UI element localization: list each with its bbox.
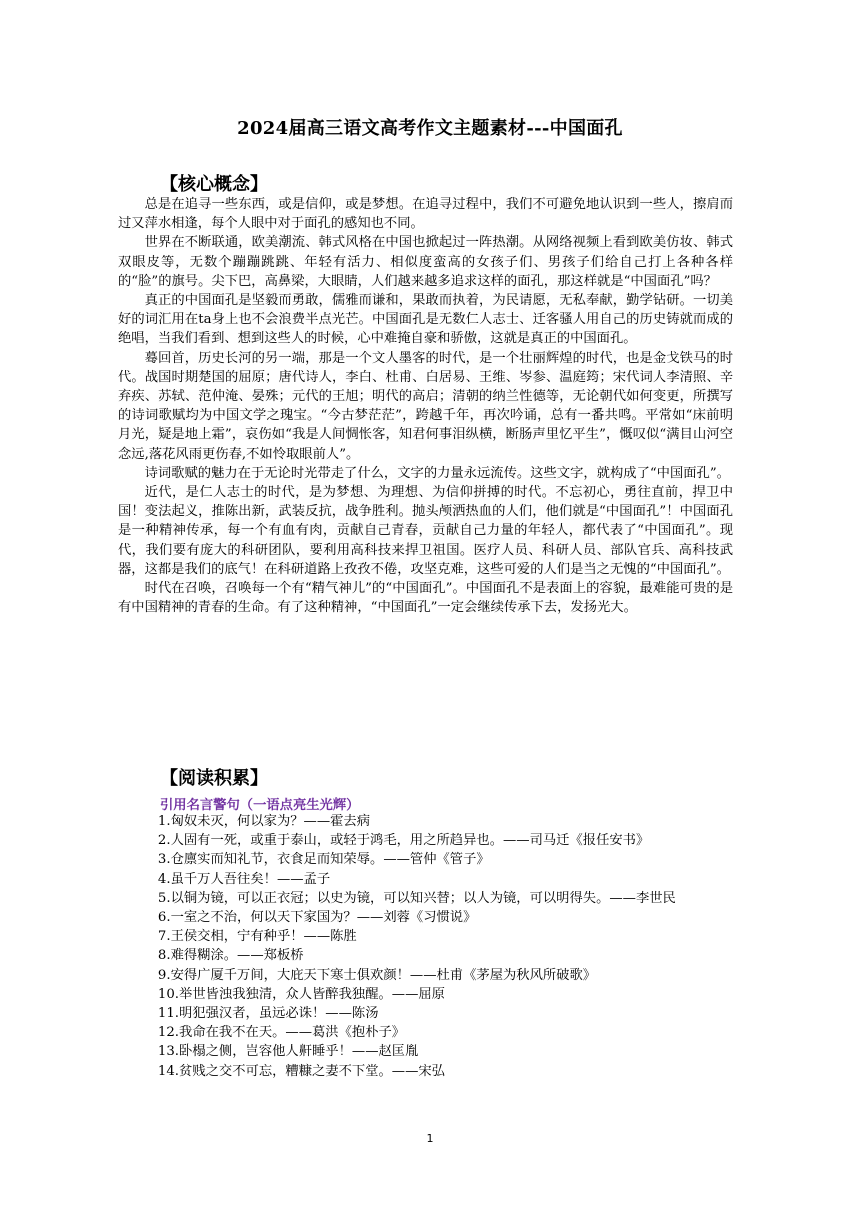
- paragraph: 蓦回首，历史长河的另一端，那是一个文人墨客的时代，是一个壮丽辉煌的时代，也是金戈铁马的时代。战国时期楚国的屈原；唐代诗人，李白、杜甫、白居易、王维、岑参、温庭筠；宋代词人李清照、辛弃疾、苏轼、范仲淹、晏殊；元代的王旭；明代的高启；清朝的纳兰性德等，无论朝代如何变更，所撰写的诗词歌赋均为中国文学之瑰宝。“今古梦茫茫”，跨越千年，再次吟诵，总有一番共鸣。平常如“床前明月光，疑是地上霜”，哀伤如“我是人间惆怅客，知君何事泪纵横，断肠声里忆平生”，慨叹似“满目山河空念远,落花风雨更伤春,不如怜取眼前人”。: [118, 350, 733, 462]
- quote-item: 10.举世皆浊我独清，众人皆醉我独醒。——屈原: [157, 986, 445, 1002]
- quotes-list: [118, 812, 733, 1081]
- paragraph: 诗词歌赋的魅力在于无论时光带走了什么，文字的力量永远流传。这些文字，就构成了“中国面孔”。: [144, 465, 730, 481]
- paragraph: 时代在召唤，召唤每一个有“精气神儿”的“中国面孔”。中国面孔不是表面上的容貌，最难能可贵的是有中国精神的青春的生命。有了这种精神，“中国面孔”一定会继续传承下去，发扬光大。: [118, 581, 733, 616]
- quote-item: 11.明犯强汉者，虽远必诛！——陈汤: [157, 1006, 379, 1022]
- quotes-subheading: 引用名言警句（一语点亮生光辉）: [160, 798, 360, 813]
- quote-item: 1.匈奴未灭，何以家为？——霍去病: [157, 814, 371, 829]
- paragraph: 近代，是仁人志士的时代，是为梦想、为理想、为信仰拼搏的时代。不忘初心，勇往直前，捍卫中国！变法起义，推陈出新，武装反抗，战争胜利。抛头颅洒热血的人们，他们就是“中国面孔”！中国面孔是一种精神传承，每一个有血有肉，贡献自己青春，贡献自己力量的年轻人，都代表了“中国面孔”。现代，我们要有庞大的科研团队，要利用高科技来捍卫祖国。医疗人员、科研人员、部队官兵、高科技武器，这都是我们的底气！在科研道路上孜孜不倦，攻坚克难，这些可爱的人们是当之无愧的“中国面孔”。: [118, 485, 733, 577]
- quote-item: 8.难得糊涂。——郑板桥: [157, 948, 304, 964]
- quote-item: 3.仓廪实而知礼节，衣食足而知荣辱。——管仲《管子》: [157, 852, 490, 868]
- paragraph: 世界在不断联通，欧美潮流、韩式风格在中国也掀起过一阵热潮。从网络视频上看到欧美仿妆、韩式双眼皮等，无数个蹦蹦跳跳、年轻有活力、相似度蛮高的女孩子们、男孩子们给自己打上各种各样的“脸”的旗号。尖下巴，高鼻梁，大眼睛，人们越来越多追求这样的面孔，那这样就是“中国面孔”吗？: [118, 235, 733, 289]
- quote-item: 2.人固有一死，或重于泰山，或轻于鸿毛，用之所趋异也。——司马迁《报任安书》: [157, 833, 650, 849]
- quote-item: 5.以铜为镜，可以正衣冠；以史为镜，可以知兴替；以人为镜，可以明得失。——李世民: [157, 890, 676, 906]
- quote-item: 6.一室之不治，何以天下家国为？——刘蓉《习惯说》: [157, 910, 477, 926]
- quote-item: 7.王侯交相，宁有种乎！——陈胜: [157, 929, 357, 945]
- paragraph: 总是在追寻一些东西，或是信仰，或是梦想。在追寻过程中，我们不可避免地认识到一些人，擦肩而过又萍水相逢，每个人眼中对于面孔的感知也不同。: [118, 197, 733, 232]
- quote-item: 4.虽千万人吾往矣！——孟子: [157, 871, 331, 887]
- quote-item: 14.贫贱之交不可忘，糟糠之妻不下堂。——宋弘: [157, 1063, 445, 1079]
- core-concept-body: [118, 195, 733, 617]
- paragraph: 真正的中国面孔是坚毅而勇敢，儒雅而谦和，果敢而执着，为民请愿，无私奉献，勤学钻研。一切美好的词汇用在ta身上也不会浪费半点光芒。中国面孔是无数仁人志士、迁客骚人用自己的历史铸就而成的绝唱，当我们看到、想到这些人的时候，心中难掩自豪和骄傲，这就是真正的中国面孔。: [118, 293, 733, 347]
- page-number: 1: [426, 1132, 434, 1145]
- quote-item: 12.我命在我不在天。——葛洪《抱朴子》: [157, 1025, 406, 1041]
- document-title: 2024届高三语文高考作文主题素材---中国面孔: [237, 118, 623, 139]
- quote-item: 13.卧榻之侧，岂容他人鼾睡乎！——赵匡胤: [157, 1044, 419, 1060]
- section-heading-core-concept: 【核心概念】: [160, 174, 268, 195]
- quote-item: 9.安得广厦千万间，大庇天下寒士俱欢颜！——杜甫《茅屋为秋风所破歌》: [157, 967, 597, 983]
- section-heading-reading: 【阅读积累】: [160, 768, 268, 789]
